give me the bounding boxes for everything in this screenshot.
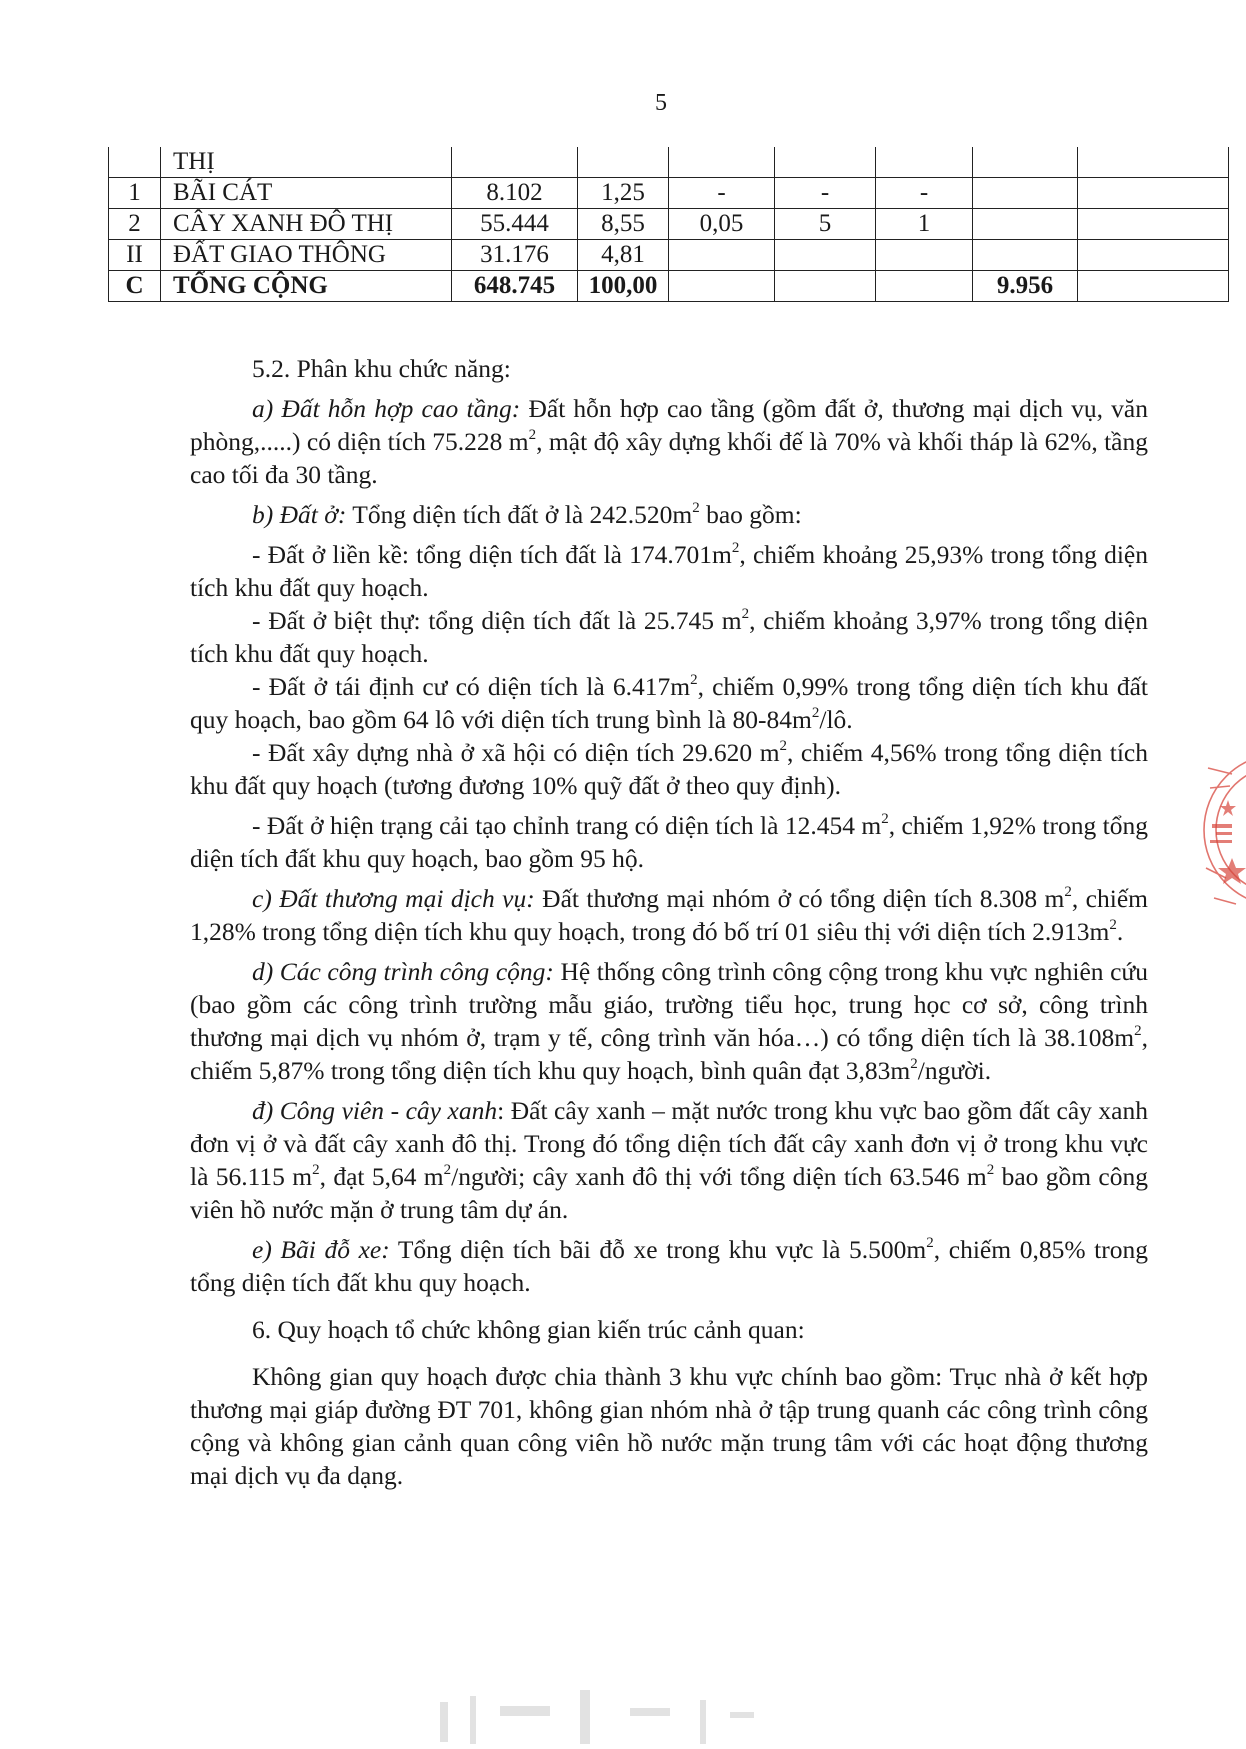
table-cell-c9: [1078, 178, 1229, 209]
table-cell-stt: II: [109, 240, 161, 271]
table-cell-c9: [1078, 271, 1229, 302]
seal-icon: [1202, 728, 1246, 948]
land-use-table: [108, 147, 1229, 302]
table-cell-c7: [876, 271, 973, 302]
paragraph-b-title: b) Đất ở:: [252, 500, 347, 529]
paragraph-b2: - Đất ở biệt thự: tổng diện tích đất là 25.745 $m^2$, chiếm khoảng 3,97% trong tổng diện tích khu đất quy hoạch.: [190, 606, 1148, 668]
table-cell-c8: [973, 178, 1078, 209]
table-cell-percent: 1,25: [578, 178, 669, 209]
paragraph-b5: - Đất ở hiện trạng cải tạo chỉnh trang có diện tích là 12.454 $m^2$, chiếm 1,92% trong tổng diện tích đất khu quy hoạch, bao gồm 95 hộ.: [190, 811, 1148, 873]
table-cell-c5: -: [669, 178, 775, 209]
table-cell-percent: 4,81: [578, 240, 669, 271]
table-cell-name: THỊ: [161, 147, 452, 178]
section-heading-5-2: 5.2. Phân khu chức năng:: [252, 354, 511, 383]
table-cell-c8: 9.956: [973, 271, 1078, 302]
document-body: [190, 352, 1148, 1492]
table-cell-stt: 2: [109, 209, 161, 240]
paragraph-b4: - Đất xây dựng nhà ở xã hội có diện tích 29.620 $m^2$, chiếm 4,56% trong tổng diện tích khu đất quy hoạch (tương đương 10% quỹ đất ở theo quy định).: [190, 738, 1148, 800]
table-cell-c6: 5: [775, 209, 876, 240]
paragraph-d-title: d) Các công trình công cộng:: [252, 957, 554, 986]
paragraph-a-title: a) Đất hỗn hợp cao tầng:: [252, 394, 521, 423]
table-cell-c9: [1078, 240, 1229, 271]
paragraph-c-title: c) Đất thương mại dịch vụ:: [252, 884, 535, 913]
table-cell-c6: [775, 147, 876, 178]
table-cell-area: 648.745: [452, 271, 578, 302]
table-cell-percent: [578, 147, 669, 178]
red-seal-stamp: [1202, 728, 1246, 948]
table-cell-c9: [1078, 209, 1229, 240]
table-cell-c5: 0,05: [669, 209, 775, 240]
table-cell-c7: 1: [876, 209, 973, 240]
paragraph-b: b) Đất ở: Tổng diện tích đất ở là $242.520m^2$ bao gồm:: [252, 500, 802, 529]
paragraph-e: e) Bãi đỗ xe: Tổng diện tích bãi đỗ xe trong khu vực là $5.500m^2$, chiếm 0,85% trong tổng diện tích đất khu quy hoạch.: [190, 1235, 1148, 1297]
table-row: [109, 271, 1229, 302]
paragraph-dd-title: đ) Công viên - cây xanh: [252, 1096, 498, 1125]
table-cell-area: [452, 147, 578, 178]
section-heading-6: 6. Quy hoạch tổ chức không gian kiến trúc cảnh quan:: [252, 1315, 805, 1344]
table-cell-c6: [775, 240, 876, 271]
table-cell-area: 31.176: [452, 240, 578, 271]
table-row: [109, 147, 1229, 178]
paragraph-c: c) Đất thương mại dịch vụ: Đất thương mại nhóm ở có tổng diện tích 8.308 $m^2$, chiếm 1,28% trong tổng diện tích khu quy hoạch, trong đó bố trí 01 siêu thị với diện tích $2.913m^2$.: [190, 884, 1148, 946]
paragraph-6: Không gian quy hoạch được chia thành 3 khu vực chính bao gồm: Trục nhà ở kết hợp thương mại giáp đường ĐT 701, không gian nhóm nhà ở tập trung quanh các công trình công cộng và không gian cảnh quan công viên hồ nước mặn trung tâm với các hoạt động thương mại dịch vụ đa dạng.: [190, 1362, 1148, 1490]
table-cell-c6: -: [775, 178, 876, 209]
table-cell-c5: [669, 271, 775, 302]
table-cell-area: 8.102: [452, 178, 578, 209]
paragraph-e-title: e) Bãi đỗ xe:: [252, 1235, 390, 1264]
table-cell-c5: [669, 147, 775, 178]
paragraph-a: a) Đất hỗn hợp cao tầng: Đất hỗn hợp cao tầng (gồm đất ở, thương mại dịch vụ, văn phòng,.....) có diện tích 75.228 $m^2$, mật độ xây dựng khối đế là 70% và khối tháp là 62%, tầng cao tối đa 30 tầng.: [190, 394, 1149, 489]
paragraph-b3: - Đất ở tái định cư có diện tích là $6.417m^2$, chiếm 0,99% trong tổng diện tích khu đất quy hoạch, bao gồm 64 lô với diện tích trung bình là $80-84m^2/lô$.: [190, 672, 1148, 734]
table-cell-name: BÃI CÁT: [161, 178, 452, 209]
table-cell-c7: -: [876, 178, 973, 209]
table-cell-c8: [973, 209, 1078, 240]
table-cell-c8: [973, 147, 1078, 178]
scan-artifact-icon: [430, 1682, 760, 1744]
table-cell-c6: [775, 271, 876, 302]
table-cell-stt: 1: [109, 178, 161, 209]
page-number: 5: [655, 90, 667, 116]
paragraph-dd: đ) Công viên - cây xanh: Đất cây xanh – mặt nước trong khu vực bao gồm đất cây xanh đơn vị ở và đất cây xanh đô thị. Trong đó tổng diện tích đất cây xanh đơn vị ở trong khu vực là 56.115 $m^2$, đạt 5,64 $m^2$/người; cây xanh đô thị với tổng diện tích 63.546 $m^2$ bao gồm công viên hồ nước mặn ở trung tâm dự án.: [190, 1096, 1148, 1224]
table-cell-name: TỔNG CỘNG: [161, 271, 452, 302]
table-cell-c9: [1078, 147, 1229, 178]
table-cell-area: 55.444: [452, 209, 578, 240]
table-cell-name: ĐẤT GIAO THÔNG: [161, 240, 452, 271]
table-row: [109, 178, 1229, 209]
scan-smudge: [430, 1682, 760, 1744]
table-cell-name: CÂY XANH ĐÔ THỊ: [161, 209, 452, 240]
table-cell-c7: [876, 147, 973, 178]
paragraph-d: d) Các công trình công cộng: Hệ thống công trình công cộng trong khu vực nghiên cứu (bao gồm các công trình trường mẫu giáo, trường tiểu học, trung học cơ sở, công trình thương mại dịch vụ nhóm ở, trạm y tế, công trình văn hóa…) có tổng diện tích là $38.108m^2$, chiếm 5,87% trong tổng diện tích khu quy hoạch, bình quân đạt $3,83m^2$/người.: [190, 957, 1148, 1085]
table-cell-c7: [876, 240, 973, 271]
table-row: [109, 240, 1229, 271]
table-cell-percent: 8,55: [578, 209, 669, 240]
table-cell-stt: C: [109, 271, 161, 302]
paragraph-b1: - Đất ở liền kề: tổng diện tích đất là $174.701m^2$, chiếm khoảng 25,93% trong tổng diện tích khu đất quy hoạch.: [190, 540, 1148, 602]
table-row: [109, 209, 1229, 240]
table-cell-c8: [973, 240, 1078, 271]
table-cell-stt: [109, 147, 161, 178]
table-cell-c5: [669, 240, 775, 271]
table-cell-percent: 100,00: [578, 271, 669, 302]
